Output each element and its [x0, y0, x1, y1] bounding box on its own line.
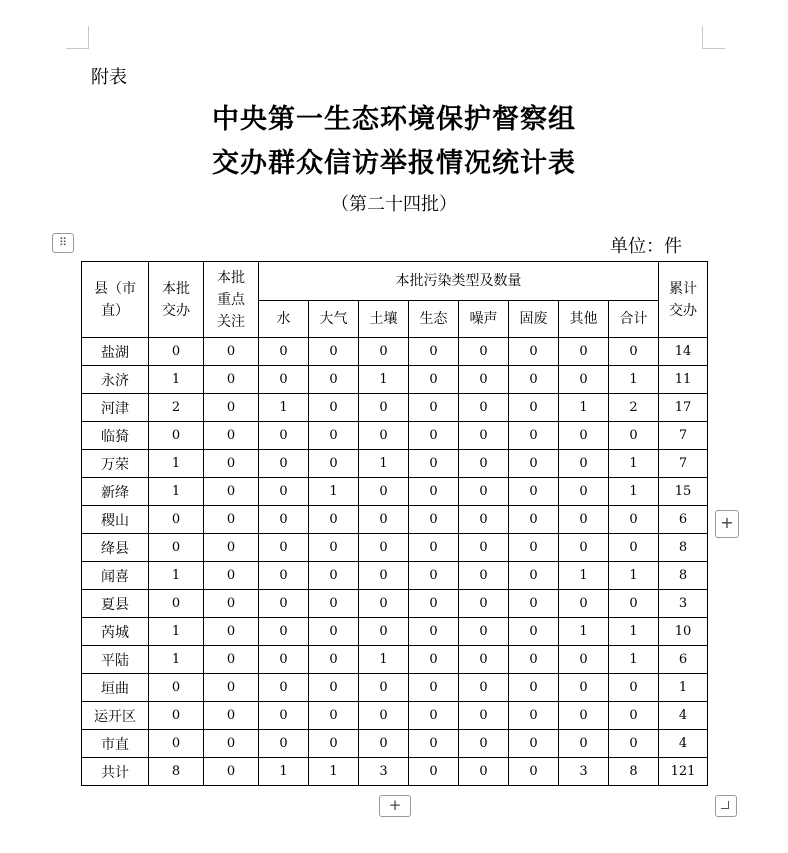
value-cell[interactable]: 0 [409, 646, 459, 674]
value-cell[interactable]: 0 [204, 702, 259, 730]
value-cell[interactable]: 15 [659, 478, 708, 506]
value-cell[interactable]: 0 [149, 422, 204, 450]
table-row [82, 366, 708, 394]
value-cell[interactable]: 0 [259, 702, 309, 730]
table-row [82, 646, 708, 674]
value-cell[interactable]: 0 [459, 758, 509, 786]
value-cell[interactable]: 1 [609, 618, 659, 646]
table-row [82, 758, 708, 786]
header-ecology[interactable]: 生态 [409, 301, 459, 338]
value-cell[interactable]: 0 [149, 702, 204, 730]
value-cell[interactable]: 11 [659, 366, 708, 394]
header-cumulative[interactable]: 累计 交办 [659, 262, 708, 338]
value-cell[interactable]: 0 [309, 450, 359, 478]
document-title-line1: 中央第一生态环境保护督察组 [212, 104, 576, 135]
value-cell[interactable]: 0 [309, 702, 359, 730]
header-county[interactable]: 县（市 直） [82, 262, 149, 338]
value-cell[interactable]: 0 [509, 646, 559, 674]
value-cell[interactable]: 0 [359, 590, 409, 618]
value-cell[interactable]: 0 [559, 366, 609, 394]
header-water[interactable]: 水 [259, 301, 309, 338]
value-cell[interactable]: 0 [259, 618, 309, 646]
page-corner-mark-top-right [702, 26, 725, 49]
value-cell[interactable]: 7 [659, 450, 708, 478]
value-cell[interactable]: 0 [359, 618, 409, 646]
value-cell[interactable]: 0 [559, 478, 609, 506]
value-cell[interactable]: 0 [409, 478, 459, 506]
header-noise[interactable]: 噪声 [459, 301, 509, 338]
region-cell[interactable]: 闻喜 [82, 562, 149, 590]
value-cell[interactable]: 0 [509, 422, 559, 450]
value-cell[interactable]: 0 [204, 730, 259, 758]
value-cell[interactable]: 17 [659, 394, 708, 422]
value-cell[interactable]: 0 [149, 506, 204, 534]
value-cell[interactable]: 0 [259, 450, 309, 478]
value-cell[interactable]: 0 [359, 338, 409, 366]
value-cell[interactable]: 0 [559, 730, 609, 758]
value-cell[interactable]: 0 [204, 338, 259, 366]
value-cell[interactable]: 4 [659, 730, 708, 758]
value-cell[interactable]: 0 [309, 590, 359, 618]
value-cell[interactable]: 0 [409, 562, 459, 590]
value-cell[interactable]: 6 [659, 506, 708, 534]
value-cell[interactable]: 0 [204, 478, 259, 506]
table-body [82, 338, 708, 786]
value-cell[interactable]: 0 [509, 702, 559, 730]
value-cell[interactable]: 4 [659, 702, 708, 730]
value-cell[interactable]: 8 [609, 758, 659, 786]
value-cell[interactable]: 0 [559, 450, 609, 478]
value-cell[interactable]: 0 [259, 478, 309, 506]
value-cell[interactable]: 0 [559, 422, 609, 450]
value-cell[interactable]: 0 [359, 394, 409, 422]
value-cell[interactable]: 0 [309, 674, 359, 702]
value-cell[interactable]: 0 [559, 506, 609, 534]
value-cell[interactable]: 0 [409, 534, 459, 562]
value-cell[interactable]: 0 [359, 422, 409, 450]
value-cell[interactable]: 0 [609, 730, 659, 758]
value-cell[interactable]: 0 [309, 534, 359, 562]
value-cell[interactable]: 3 [559, 758, 609, 786]
value-cell[interactable]: 0 [204, 674, 259, 702]
value-cell[interactable]: 0 [559, 702, 609, 730]
value-cell[interactable]: 0 [409, 394, 459, 422]
value-cell[interactable]: 1 [149, 646, 204, 674]
value-cell[interactable]: 0 [309, 506, 359, 534]
table-row [82, 590, 708, 618]
value-cell[interactable]: 0 [459, 422, 509, 450]
value-cell[interactable]: 0 [259, 562, 309, 590]
value-cell[interactable]: 0 [359, 674, 409, 702]
region-cell[interactable]: 永济 [82, 366, 149, 394]
value-cell[interactable]: 0 [309, 562, 359, 590]
value-cell[interactable]: 0 [149, 674, 204, 702]
value-cell[interactable]: 0 [459, 674, 509, 702]
value-cell[interactable]: 0 [509, 506, 559, 534]
value-cell[interactable]: 2 [149, 394, 204, 422]
value-cell[interactable]: 0 [204, 422, 259, 450]
value-cell[interactable]: 0 [359, 730, 409, 758]
value-cell[interactable]: 0 [559, 590, 609, 618]
value-cell[interactable]: 121 [659, 758, 708, 786]
batch-subtitle: （第二十四批） [331, 194, 457, 215]
value-cell[interactable]: 1 [609, 562, 659, 590]
value-cell[interactable]: 3 [659, 590, 708, 618]
value-cell[interactable]: 1 [259, 394, 309, 422]
add-row-button[interactable]: + [379, 795, 411, 817]
value-cell[interactable]: 0 [609, 702, 659, 730]
value-cell[interactable]: 1 [259, 758, 309, 786]
region-cell[interactable]: 盐湖 [82, 338, 149, 366]
value-cell[interactable]: 1 [149, 366, 204, 394]
table-move-handle-icon[interactable]: ⠿ [52, 233, 74, 253]
value-cell[interactable]: 0 [259, 534, 309, 562]
region-cell[interactable]: 临猗 [82, 422, 149, 450]
value-cell[interactable]: 0 [509, 338, 559, 366]
header-key-attention[interactable]: 本批 重点 关注 [204, 262, 259, 338]
unit-label: 单位：件 [610, 236, 682, 257]
region-cell[interactable]: 芮城 [82, 618, 149, 646]
value-cell[interactable]: 0 [409, 338, 459, 366]
value-cell[interactable]: 0 [609, 506, 659, 534]
table-row [82, 394, 708, 422]
value-cell[interactable]: 6 [659, 646, 708, 674]
table-resize-icon[interactable] [715, 795, 737, 817]
region-cell[interactable]: 绛县 [82, 534, 149, 562]
value-cell[interactable]: 0 [509, 366, 559, 394]
statistics-table [81, 261, 708, 786]
value-cell[interactable]: 0 [459, 366, 509, 394]
value-cell[interactable]: 0 [509, 478, 559, 506]
page-corner-mark-top-left [66, 26, 89, 49]
value-cell[interactable]: 0 [409, 618, 459, 646]
value-cell[interactable]: 0 [559, 646, 609, 674]
value-cell[interactable]: 0 [359, 534, 409, 562]
header-batch-assigned[interactable]: 本批 交办 [149, 262, 204, 338]
value-cell[interactable]: 0 [509, 674, 559, 702]
value-cell[interactable]: 0 [509, 730, 559, 758]
value-cell[interactable]: 0 [359, 562, 409, 590]
value-cell[interactable]: 0 [259, 730, 309, 758]
value-cell[interactable]: 1 [359, 366, 409, 394]
table-row [82, 338, 708, 366]
table-row [82, 618, 708, 646]
value-cell[interactable]: 0 [259, 674, 309, 702]
value-cell[interactable]: 0 [409, 366, 459, 394]
header-soil[interactable]: 土壤 [359, 301, 409, 338]
value-cell[interactable]: 1 [359, 646, 409, 674]
value-cell[interactable]: 10 [659, 618, 708, 646]
value-cell[interactable]: 0 [359, 506, 409, 534]
value-cell[interactable]: 0 [509, 450, 559, 478]
table-row [82, 730, 708, 758]
header-air[interactable]: 大气 [309, 301, 359, 338]
value-cell[interactable]: 1 [609, 478, 659, 506]
value-cell[interactable]: 0 [309, 618, 359, 646]
value-cell[interactable]: 0 [509, 534, 559, 562]
table-row [82, 702, 708, 730]
region-cell[interactable]: 运开区 [82, 702, 149, 730]
value-cell[interactable]: 1 [149, 618, 204, 646]
region-cell[interactable]: 共计 [82, 758, 149, 786]
value-cell[interactable]: 0 [204, 534, 259, 562]
value-cell[interactable]: 0 [409, 702, 459, 730]
value-cell[interactable]: 1 [149, 562, 204, 590]
region-cell[interactable]: 垣曲 [82, 674, 149, 702]
value-cell[interactable]: 1 [609, 646, 659, 674]
value-cell[interactable]: 0 [204, 506, 259, 534]
value-cell[interactable]: 0 [609, 674, 659, 702]
header-pollution-group[interactable]: 本批污染类型及数量 [259, 262, 659, 301]
region-cell[interactable]: 新绛 [82, 478, 149, 506]
value-cell[interactable]: 1 [559, 562, 609, 590]
value-cell[interactable]: 0 [459, 506, 509, 534]
value-cell[interactable]: 8 [659, 562, 708, 590]
value-cell[interactable]: 8 [659, 534, 708, 562]
value-cell[interactable]: 0 [459, 562, 509, 590]
value-cell[interactable]: 1 [559, 618, 609, 646]
document-title-line2: 交办群众信访举报情况统计表 [212, 148, 576, 179]
value-cell[interactable]: 1 [309, 478, 359, 506]
region-cell[interactable]: 市直 [82, 730, 149, 758]
value-cell[interactable]: 0 [259, 366, 309, 394]
table-row [82, 674, 708, 702]
value-cell[interactable]: 0 [259, 422, 309, 450]
value-cell[interactable]: 0 [259, 506, 309, 534]
region-cell[interactable]: 河津 [82, 394, 149, 422]
table-row [82, 534, 708, 562]
value-cell[interactable]: 0 [509, 618, 559, 646]
value-cell[interactable]: 0 [509, 394, 559, 422]
value-cell[interactable]: 0 [409, 422, 459, 450]
value-cell[interactable]: 0 [359, 478, 409, 506]
table-row [82, 450, 708, 478]
value-cell[interactable]: 0 [409, 450, 459, 478]
table-row [82, 478, 708, 506]
value-cell[interactable]: 0 [509, 590, 559, 618]
region-cell[interactable]: 万荣 [82, 450, 149, 478]
value-cell[interactable]: 0 [409, 590, 459, 618]
header-other[interactable]: 其他 [559, 301, 609, 338]
value-cell[interactable]: 0 [309, 394, 359, 422]
value-cell[interactable]: 0 [309, 338, 359, 366]
value-cell[interactable]: 0 [459, 338, 509, 366]
table-row [82, 562, 708, 590]
value-cell[interactable]: 0 [309, 730, 359, 758]
value-cell[interactable]: 0 [459, 534, 509, 562]
table-row [82, 506, 708, 534]
add-column-button[interactable]: + [715, 510, 739, 538]
value-cell[interactable]: 0 [204, 450, 259, 478]
table-row [82, 422, 708, 450]
value-cell[interactable]: 0 [259, 590, 309, 618]
value-cell[interactable]: 0 [149, 338, 204, 366]
value-cell[interactable]: 0 [609, 534, 659, 562]
value-cell[interactable]: 0 [609, 590, 659, 618]
header-solid-waste[interactable]: 固废 [509, 301, 559, 338]
value-cell[interactable]: 0 [149, 534, 204, 562]
value-cell[interactable]: 2 [609, 394, 659, 422]
value-cell[interactable]: 1 [609, 366, 659, 394]
value-cell[interactable]: 0 [409, 758, 459, 786]
value-cell[interactable]: 1 [359, 450, 409, 478]
value-cell[interactable]: 3 [359, 758, 409, 786]
value-cell[interactable]: 0 [459, 646, 509, 674]
value-cell[interactable]: 0 [459, 450, 509, 478]
value-cell[interactable]: 0 [459, 394, 509, 422]
attachment-label: 附表 [91, 67, 127, 88]
value-cell[interactable]: 0 [204, 590, 259, 618]
value-cell[interactable]: 0 [459, 730, 509, 758]
value-cell[interactable]: 0 [259, 646, 309, 674]
region-cell[interactable]: 平陆 [82, 646, 149, 674]
region-cell[interactable]: 稷山 [82, 506, 149, 534]
value-cell[interactable]: 1 [609, 450, 659, 478]
value-cell[interactable]: 0 [609, 422, 659, 450]
value-cell[interactable]: 0 [149, 730, 204, 758]
value-cell[interactable]: 0 [609, 338, 659, 366]
value-cell[interactable]: 0 [459, 702, 509, 730]
value-cell[interactable]: 0 [509, 562, 559, 590]
value-cell[interactable]: 0 [559, 338, 609, 366]
value-cell[interactable]: 0 [409, 730, 459, 758]
value-cell[interactable]: 1 [659, 674, 708, 702]
value-cell[interactable]: 0 [204, 394, 259, 422]
value-cell[interactable]: 0 [309, 422, 359, 450]
value-cell[interactable]: 0 [204, 646, 259, 674]
header-subtotal[interactable]: 合计 [609, 301, 659, 338]
value-cell[interactable]: 14 [659, 338, 708, 366]
value-cell[interactable]: 0 [559, 534, 609, 562]
value-cell[interactable]: 7 [659, 422, 708, 450]
value-cell[interactable]: 0 [459, 590, 509, 618]
value-cell[interactable]: 0 [359, 702, 409, 730]
value-cell[interactable]: 0 [309, 646, 359, 674]
value-cell[interactable]: 0 [459, 478, 509, 506]
value-cell[interactable]: 0 [509, 758, 559, 786]
value-cell[interactable]: 1 [149, 478, 204, 506]
value-cell[interactable]: 0 [459, 618, 509, 646]
value-cell[interactable]: 0 [409, 506, 459, 534]
value-cell[interactable]: 0 [559, 674, 609, 702]
value-cell[interactable]: 1 [559, 394, 609, 422]
value-cell[interactable]: 0 [409, 674, 459, 702]
value-cell[interactable]: 0 [204, 758, 259, 786]
value-cell[interactable]: 0 [309, 366, 359, 394]
value-cell[interactable]: 1 [149, 450, 204, 478]
value-cell[interactable]: 0 [149, 590, 204, 618]
region-cell[interactable]: 夏县 [82, 590, 149, 618]
value-cell[interactable]: 1 [309, 758, 359, 786]
value-cell[interactable]: 0 [204, 366, 259, 394]
value-cell[interactable]: 8 [149, 758, 204, 786]
value-cell[interactable]: 0 [259, 338, 309, 366]
value-cell[interactable]: 0 [204, 562, 259, 590]
value-cell[interactable]: 0 [204, 618, 259, 646]
